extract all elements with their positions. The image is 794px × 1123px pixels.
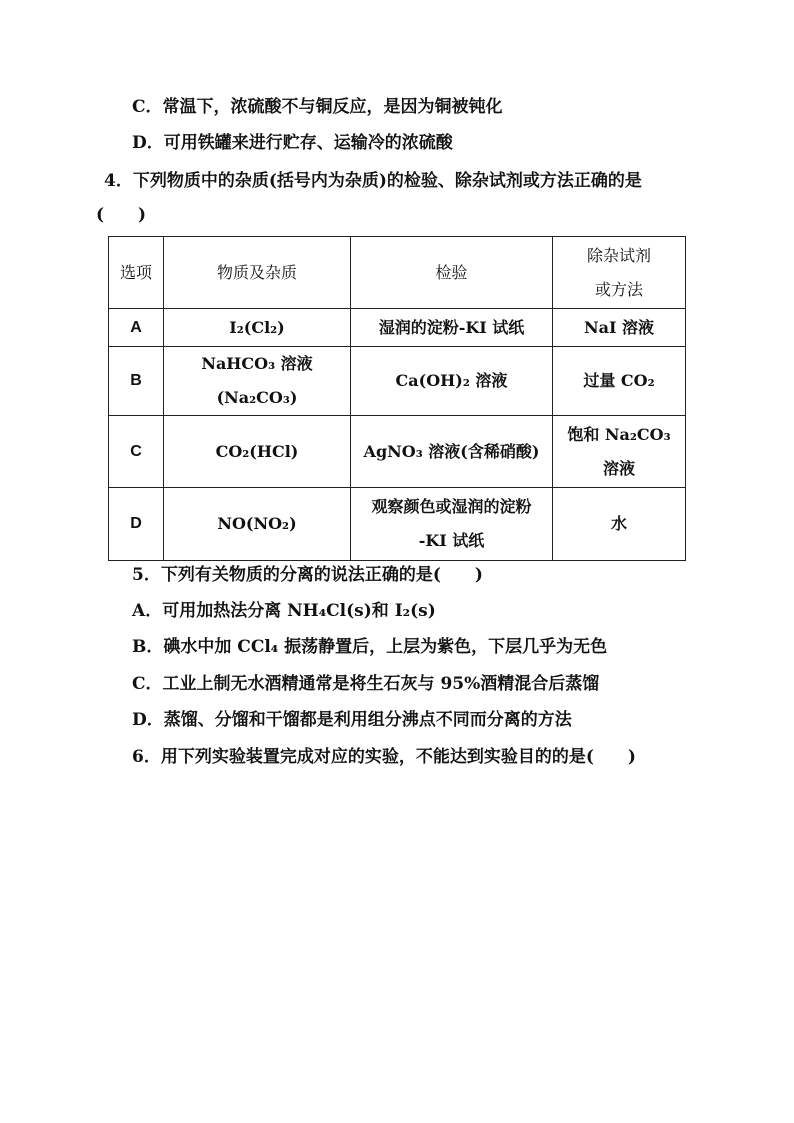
row-b-method: 过量 CO₂ — [553, 347, 686, 416]
row-a-test: 湿润的淀粉-KI 试纸 — [351, 309, 553, 347]
question-4-answer-paren: ( ) — [96, 205, 147, 225]
table-header-row — [109, 237, 686, 309]
header-substance: 物质及杂质 — [164, 237, 351, 309]
option-c-text: C．常温下，浓硫酸不与铜反应，是因为铜被钝化 — [132, 97, 503, 117]
row-c-substance: CO₂(HCl) — [164, 416, 351, 488]
question-5-option-a: A．可用加热法分离 NH₄Cl(s)和 I₂(s) — [132, 601, 436, 621]
option-d-text: D．可用铁罐来进行贮存、运输冷的浓硫酸 — [132, 133, 453, 153]
row-b-substance — [164, 347, 351, 416]
table-row — [109, 488, 686, 561]
table-row — [109, 347, 686, 416]
header-method-line1: 除杂试剂 — [586, 245, 651, 265]
row-d-test — [351, 488, 553, 561]
row-d-test-line2: -KI 试纸 — [418, 531, 485, 550]
question-6-stem: 6．用下列实验装置完成对应的实验，不能达到实验目的的是( ) — [132, 747, 636, 767]
row-d-test-line1: 观察颜色或湿润的淀粉 — [371, 497, 532, 516]
row-d-substance: NO(NO₂) — [164, 488, 351, 561]
row-b-test: Ca(OH)₂ 溶液 — [351, 347, 553, 416]
table-row — [109, 416, 686, 488]
row-c-option: C — [109, 416, 164, 488]
row-c-method-line2: 溶液 — [602, 458, 635, 478]
row-a-option: A — [109, 309, 164, 347]
row-d-option: D — [109, 488, 164, 561]
question-5-option-c: C．工业上制无水酒精通常是将生石灰与 95%酒精混合后蒸馏 — [132, 674, 600, 694]
question-4-stem: 4．下列物质中的杂质(括号内为杂质)的检验、除杂试剂或方法正确的是 — [104, 171, 642, 191]
row-d-method: 水 — [553, 488, 686, 561]
row-b-substance-line2: (Na₂CO₃) — [216, 388, 298, 407]
question-5-option-b: B．碘水中加 CCl₄ 振荡静置后，上层为紫色，下层几乎为无色 — [132, 637, 608, 657]
question-4-table — [108, 236, 686, 561]
row-c-method-line1: 饱和 Na₂CO₃ — [567, 424, 671, 444]
row-a-substance: I₂(Cl₂) — [164, 309, 351, 347]
header-method-line2: 或方法 — [594, 279, 643, 299]
question-5-option-d: D．蒸馏、分馏和干馏都是利用组分沸点不同而分离的方法 — [132, 710, 572, 730]
table-row — [109, 309, 686, 347]
header-method — [553, 237, 686, 309]
question-5-stem: 5．下列有关物质的分离的说法正确的是( ) — [132, 565, 483, 585]
row-c-test: AgNO₃ 溶液(含稀硝酸) — [351, 416, 553, 488]
header-test: 检验 — [351, 237, 553, 309]
row-b-substance-line1: NaHCO₃ 溶液 — [201, 354, 313, 373]
header-option: 选项 — [109, 237, 164, 309]
row-c-method — [553, 416, 686, 488]
row-a-method: NaI 溶液 — [553, 309, 686, 347]
row-b-option: B — [109, 347, 164, 416]
